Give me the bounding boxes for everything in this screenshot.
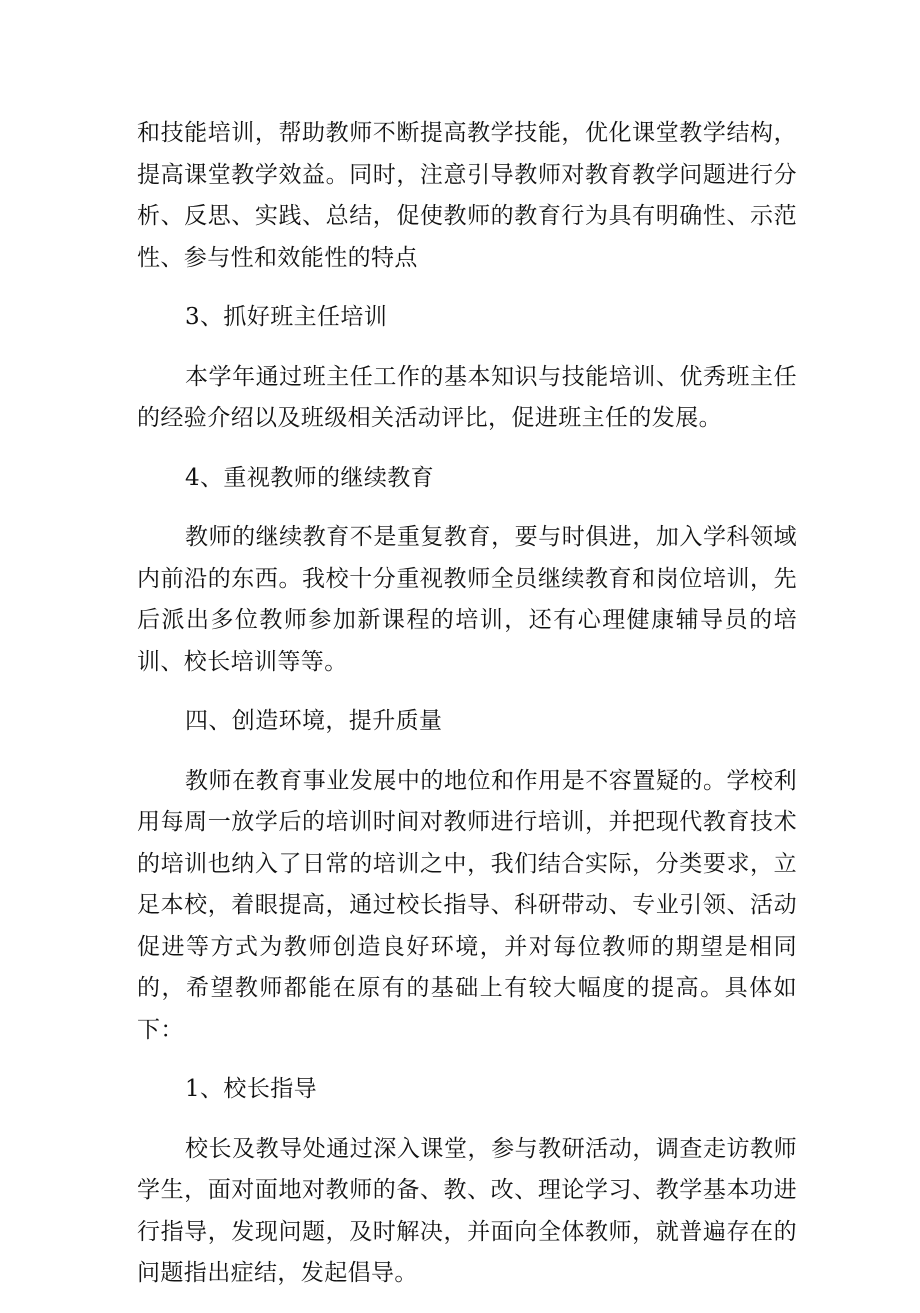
heading-class-teacher-training: 3、抓好班主任培训 xyxy=(185,304,388,330)
paragraph-principal-guidance: 校长及教导处通过深入课堂，参与教研活动，调查走访教师学生，面对面地对教师的备、教、改、理论学习、教学基本功进行指导，发现问题，及时解决，并面向全体教师，就普遍存在的问题指出症结，发起倡导。 xyxy=(137,1135,797,1286)
paragraph-continuing-education: 教师的继续教育不是重复教育，要与时俱进，加入学科领域内前沿的东西。我校十分重视教师全员继续教育和岗位培训，先后派出多位教师参加新课程的培训，还有心理健康辅导员的培训、校长培训等等。 xyxy=(137,524,797,675)
document-body xyxy=(137,113,797,1313)
paragraph-class-teacher: 本学年通过班主任工作的基本知识与技能培训、优秀班主任的经验介绍以及班级相关活动评比，促进班主任的发展。 xyxy=(137,363,797,431)
heading-continuing-education: 4、重视教师的继续教育 xyxy=(185,464,435,491)
paragraph-continuation: 和技能培训，帮助教师不断提高教学技能，优化课堂教学结构，提高课堂教学效益。同时，注意引导教师对教育教学问题进行分析、反思、实践、总结，促使教师的教育行为具有明确性、示范性、参与性和效能性的特点 xyxy=(137,120,797,271)
paragraph-environment-quality: 教师在教育事业发展中的地位和作用是不容置疑的。学校利用每周一放学后的培训时间对教师进行培训，并把现代教育技术的培训也纳入了日常的培训之中，我们结合实际，分类要求，立足本校，着眼提高，通过校长指导、科研带动、专业引领、活动促进等方式为教师创造良好环境，并对每位教师的期望是相同的，希望教师都能在原有的基础上有较大幅度的提高。具体如下： xyxy=(137,767,797,1043)
heading-principal-guidance: 1、校长指导 xyxy=(185,1076,318,1102)
section-heading-environment-quality: 四、创造环境，提升质量 xyxy=(185,708,443,734)
